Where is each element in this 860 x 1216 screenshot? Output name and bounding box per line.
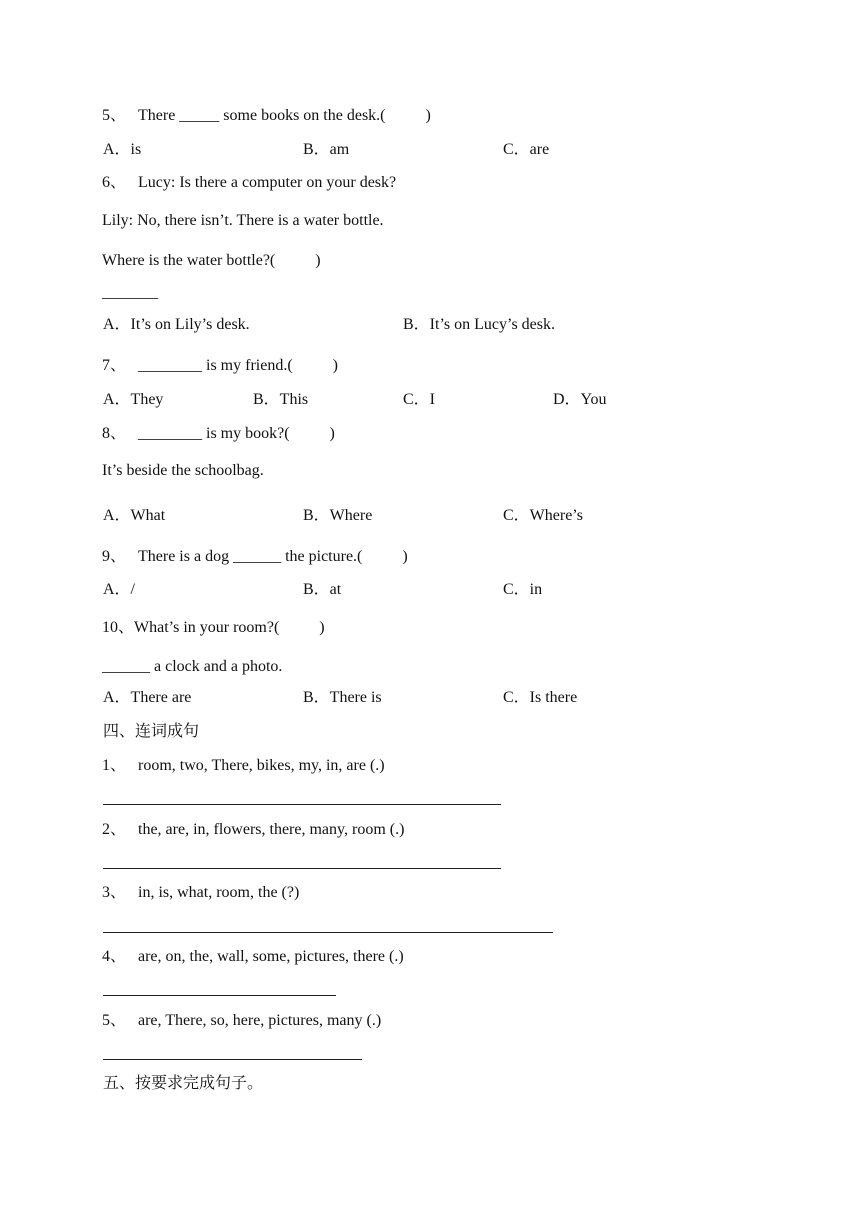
q7-option-c: C．I <box>403 391 436 408</box>
question-8-answer: It’s beside the schoolbag. <box>102 462 264 479</box>
q9-option-b: B．at <box>303 581 342 598</box>
section-4-heading: 四、连词成句 <box>103 721 200 740</box>
s4-item-5: 5、 are, There, so, here, pictures, many (.) <box>102 1012 382 1029</box>
question-10: 10、What’s in your room?( ) <box>102 619 325 636</box>
q6-option-a: A．It’s on Lily’s desk. <box>103 316 250 333</box>
q5-option-b: B．am <box>303 141 350 158</box>
q10-option-a: A．There are <box>103 689 192 706</box>
s4-answer-line-5[interactable] <box>103 1059 362 1060</box>
q7-option-b: B．This <box>253 391 309 408</box>
q5-option-c: C．are <box>503 141 550 158</box>
q9-option-c: C．in <box>503 581 543 598</box>
question-10-answer: ______ a clock and a photo. <box>102 658 283 675</box>
q9-option-a: A．/ <box>103 581 136 598</box>
s4-answer-line-3[interactable] <box>103 932 553 933</box>
q7-option-d: D．You <box>553 391 607 408</box>
section-5-heading: 五、按要求完成句子。 <box>103 1073 264 1092</box>
q10-option-b: B．There is <box>303 689 382 706</box>
question-6-dialogue: Lily: No, there isn’t. There is a water bottle. <box>102 212 384 229</box>
question-8: 8、 ________ is my book?( ) <box>102 425 335 442</box>
q5-option-a: A．is <box>103 141 142 158</box>
q8-option-b: B．Where <box>303 507 373 524</box>
question-6-blank: _______ <box>102 284 158 301</box>
question-7: 7、 ________ is my friend.( ) <box>102 357 338 374</box>
q7-option-a: A．They <box>103 391 164 408</box>
s4-answer-line-4[interactable] <box>103 995 336 996</box>
s4-item-3: 3、 in, is, what, room, the (?) <box>102 884 300 901</box>
question-5: 5、 There _____ some books on the desk.( ) <box>102 107 431 124</box>
q10-option-c: C．Is there <box>503 689 578 706</box>
question-6-prompt: Where is the water bottle?( ) <box>102 252 321 269</box>
question-6: 6、 Lucy: Is there a computer on your desk? <box>102 174 397 191</box>
q8-option-c: C．Where’s <box>503 507 583 524</box>
s4-item-4: 4、 are, on, the, wall, some, pictures, there (.) <box>102 948 404 965</box>
s4-answer-line-1[interactable] <box>103 804 501 805</box>
s4-item-2: 2、 the, are, in, flowers, there, many, room (.) <box>102 821 405 838</box>
s4-answer-line-2[interactable] <box>103 868 501 869</box>
s4-item-1: 1、 room, two, There, bikes, my, in, are (.) <box>102 757 385 774</box>
q8-option-a: A．What <box>103 507 166 524</box>
question-9: 9、 There is a dog ______ the picture.( ) <box>102 548 408 565</box>
q6-option-b: B．It’s on Lucy’s desk. <box>403 316 555 333</box>
